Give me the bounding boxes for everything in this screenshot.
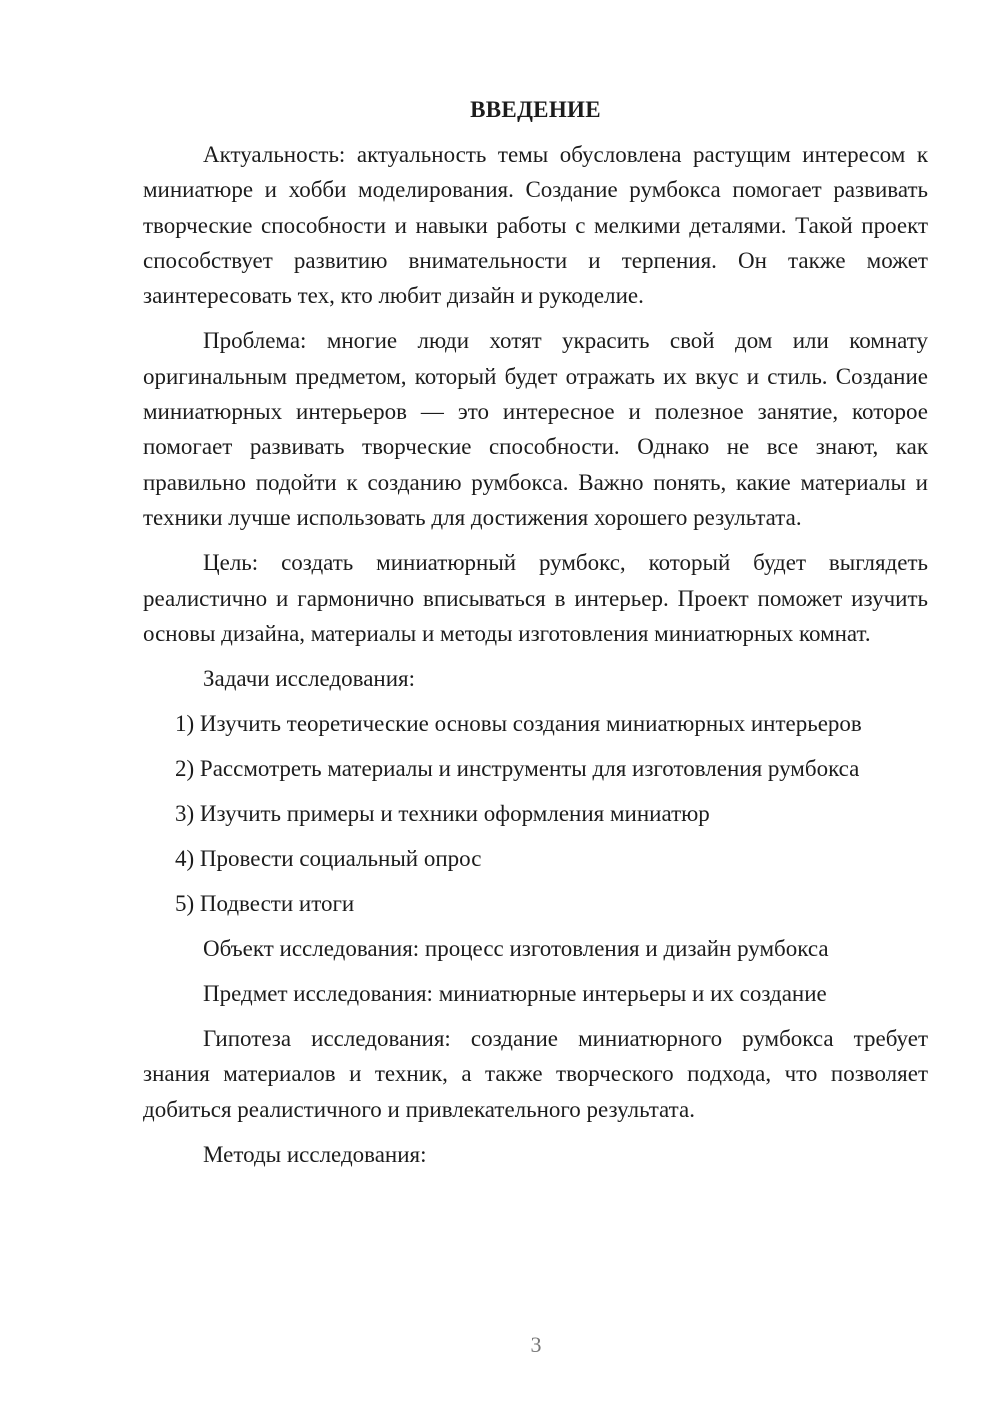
list-item: 3) Изучить примеры и техники оформления миниатюр — [175, 801, 710, 827]
research-object: Объект исследования: процесс изготовления и дизайн румбокса — [203, 936, 829, 962]
methods-heading: Методы исследования: — [203, 1142, 427, 1168]
problem-paragraph: Проблема: многие люди хотят украсить свой дом или комнату оригинальным предметом, который будет отражать их вкус и стиль. Создание миниатюрных интерьеров — это интересное и полезное занятие, которое помогает развивать творческие способности. Однако не все знают, как правильно подойти к созданию румбокса. Важно понять, какие материалы и техники лучше использовать для достижения хорошего результата. — [143, 328, 928, 530]
page-content — [143, 92, 928, 1182]
tasks-heading: Задачи исследования: — [203, 666, 416, 692]
list-item: 5) Подвести итоги — [175, 891, 355, 917]
tasks-list — [143, 706, 928, 921]
goal-paragraph: Цель: создать миниатюрный румбокс, который будет выглядеть реалистично и гармонично вписываться в интерьер. Проект поможет изучить основы дизайна, материалы и методы изготовления миниатюрных комнат. — [143, 550, 928, 646]
hypothesis-paragraph: Гипотеза исследования: создание миниатюрного румбокса требует знания материалов и техник, а также творческого подхода, что позволяет добиться реалистичного и привлекательного результата. — [143, 1026, 928, 1122]
list-item: 2) Рассмотреть материалы и инструменты для изготовления румбокса — [175, 756, 860, 782]
relevance-paragraph: Актуальность: актуальность темы обусловлена растущим интересом к миниатюре и хобби моделирования. Создание румбокса помогает развивать творческие способности и навыки работы с мелкими деталями. Такой проект способствует развитию внимательности и терпения. Он также может заинтересовать тех, кто любит дизайн и рукоделие. — [143, 142, 928, 309]
page-title: ВВЕДЕНИЕ — [470, 97, 601, 122]
list-item: 4) Провести социальный опрос — [175, 846, 482, 872]
research-subject: Предмет исследования: миниатюрные интерьеры и их создание — [203, 981, 827, 1007]
list-item: 1) Изучить теоретические основы создания миниатюрных интерьеров — [175, 711, 862, 737]
page-number: 3 — [530, 1332, 542, 1357]
